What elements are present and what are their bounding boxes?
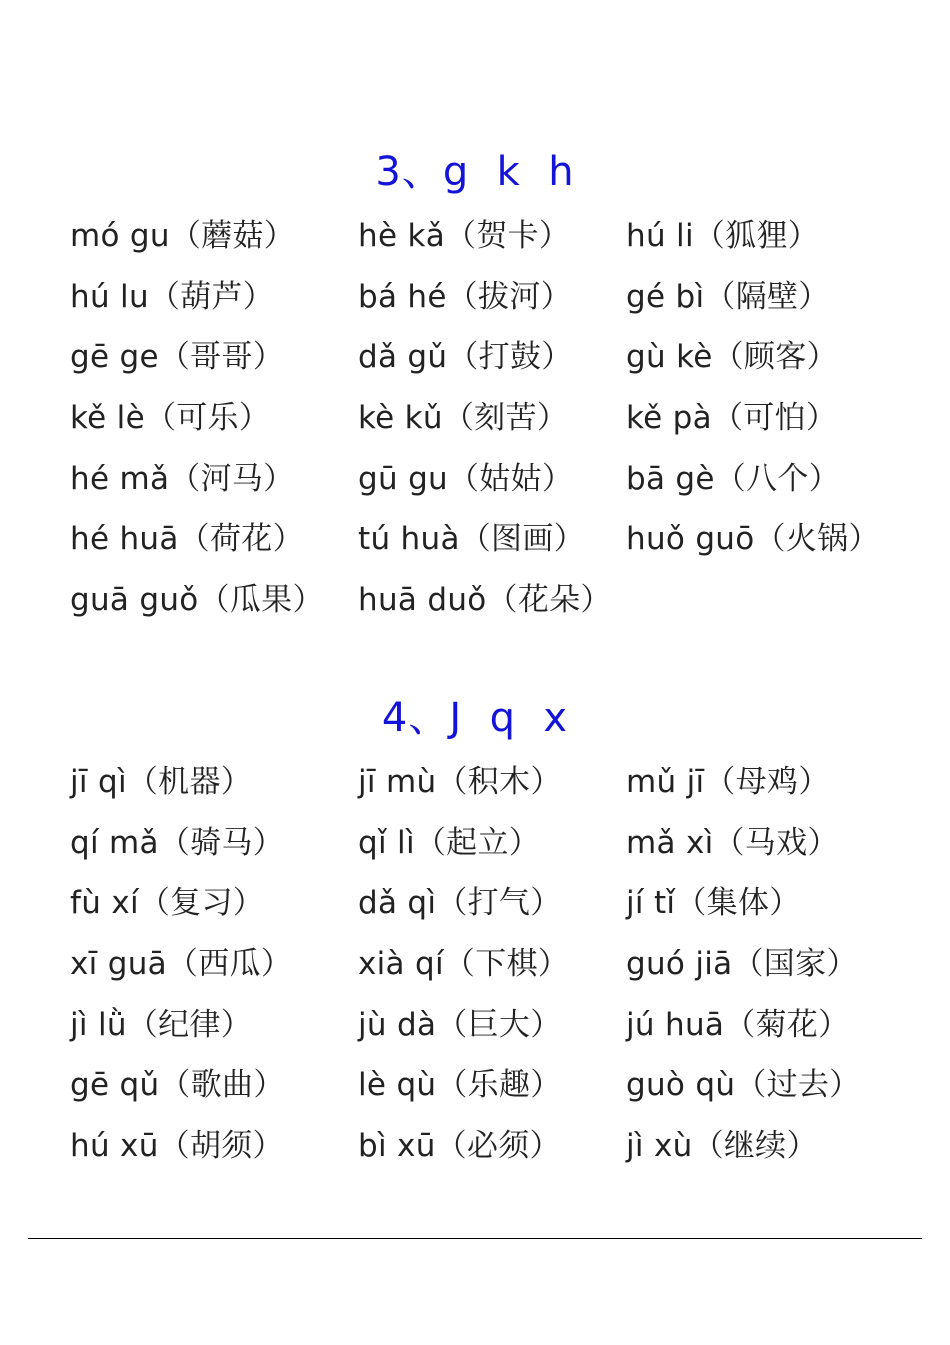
word-item: hè kǎ（贺卡） xyxy=(358,218,571,254)
word-item: fù xí（复习） xyxy=(70,885,265,922)
word-row xyxy=(70,206,930,267)
word-item: guā guǒ（瓜果） xyxy=(70,582,324,619)
word-item: bā gè（八个） xyxy=(626,460,840,497)
section-title: 3、g k h xyxy=(375,149,575,195)
word-item: gē qǔ（歌曲） xyxy=(70,1067,285,1104)
section-title: 4、J q x xyxy=(381,695,569,741)
word-row xyxy=(70,873,930,934)
word-item: hú li（狐狸） xyxy=(626,218,820,254)
word-item: gē ge（哥哥） xyxy=(70,339,285,376)
word-item: tú huà（图画） xyxy=(358,521,585,558)
word-row xyxy=(70,509,930,570)
word-item: bá hé（拔河） xyxy=(358,278,572,315)
word-item: jú huā（菊花） xyxy=(626,1006,850,1043)
word-row xyxy=(70,388,930,449)
word-item: huā duǒ（花朵） xyxy=(358,582,612,619)
word-row xyxy=(70,934,930,995)
word-item: jì lǜ（纪律） xyxy=(70,1006,253,1043)
word-item: dǎ qì（打气） xyxy=(358,885,562,922)
word-row xyxy=(70,1055,930,1116)
word-row xyxy=(70,570,930,631)
word-item: hú xū（胡须） xyxy=(70,1128,284,1165)
word-row xyxy=(70,813,930,874)
word-item: jī mù（积木） xyxy=(358,764,562,800)
word-item: guó jiā（国家） xyxy=(626,946,858,983)
word-item: jì xù（继续） xyxy=(626,1128,818,1165)
word-item: kě lè（可乐） xyxy=(70,400,271,437)
word-item: hé mǎ（河马） xyxy=(70,460,295,497)
word-row xyxy=(70,267,930,328)
word-item: lè qù（乐趣） xyxy=(358,1067,562,1104)
word-row xyxy=(70,449,930,510)
word-grid xyxy=(70,752,930,1177)
word-row xyxy=(70,752,930,813)
word-item: jù dà（巨大） xyxy=(358,1006,562,1043)
word-row xyxy=(70,327,930,388)
word-item: hé huā（荷花） xyxy=(70,521,304,558)
word-item: qǐ lì（起立） xyxy=(358,824,541,861)
word-item: gù kè（顾客） xyxy=(626,339,838,376)
footer-divider xyxy=(28,1238,922,1239)
word-item: jí tǐ（集体） xyxy=(626,885,801,922)
word-item: kè kǔ（刻苦） xyxy=(358,400,569,437)
word-item: qí mǎ（骑马） xyxy=(70,824,285,861)
word-item: xī guā（西瓜） xyxy=(70,946,293,983)
word-item: kě pà（可怕） xyxy=(626,400,838,437)
word-item: gé bì（隔壁） xyxy=(626,278,830,315)
word-item: dǎ gǔ（打鼓） xyxy=(358,339,573,376)
word-item: gū gu（姑姑） xyxy=(358,460,574,497)
word-item: bì xū（必须） xyxy=(358,1128,561,1165)
word-item: huǒ guō（火锅） xyxy=(626,521,880,558)
word-row xyxy=(70,995,930,1056)
word-grid xyxy=(70,206,930,631)
word-item: jī qì（机器） xyxy=(70,764,253,800)
word-item: guò qù（过去） xyxy=(626,1067,861,1104)
word-item: mó gu（蘑菇） xyxy=(70,218,296,254)
word-item: mǔ jī（母鸡） xyxy=(626,764,830,800)
word-item: hú lu（葫芦） xyxy=(70,278,275,315)
word-row xyxy=(70,1116,930,1177)
word-item: xià qí（下棋） xyxy=(358,946,570,983)
word-item: mǎ xì（马戏） xyxy=(626,824,839,861)
